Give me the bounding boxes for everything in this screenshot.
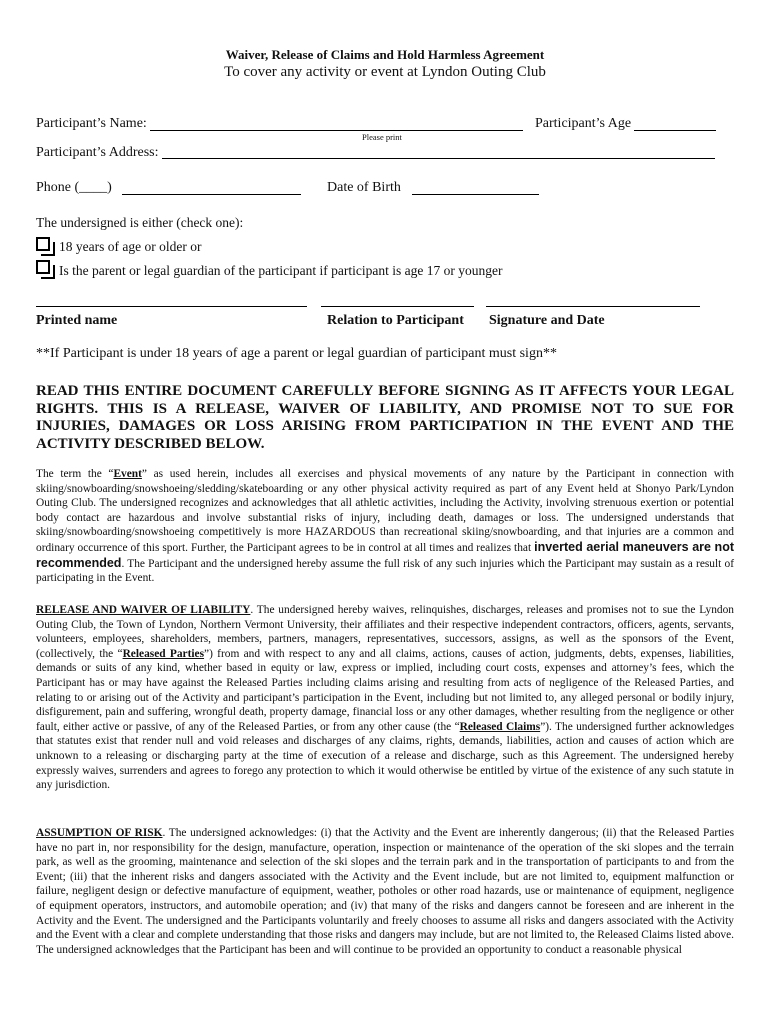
date-of-birth-label: Date of Birth (327, 180, 401, 195)
signature-date-line[interactable] (486, 306, 700, 307)
event-definition-paragraph (36, 467, 734, 586)
adult-option-label: 18 years of age or older or (59, 239, 202, 254)
participant-address-field[interactable] (162, 158, 715, 159)
released-parties-term: Released Parties (122, 647, 205, 660)
guardian-option-label: Is the parent or legal guardian of the participant if participant is age 17 or younger (59, 263, 503, 278)
date-of-birth-field[interactable] (412, 194, 539, 195)
p2-text-a: . The undersigned hereby waives, relinquishes, discharges, releases and promises not to sue the Lyndon Outing Club, the Town of Lyndon, Northern Vermont University, their affiliates and their respective independent contractors, officers, agents, servants, volunteers, employees, shareholders, members, partners, managers, representatives, successors, assigns, as well as the sponsors of the Event, (collectively, the “ (36, 604, 734, 660)
event-term: Event (113, 468, 142, 480)
minor-signature-notice: **If Participant is under 18 years of age a parent or legal guardian of participant must sign** (36, 346, 557, 361)
release-waiver-heading: RELEASE AND WAIVER OF LIABILITY (36, 604, 251, 616)
legal-warning: READ THIS ENTIRE DOCUMENT CAREFULLY BEFORE SIGNING AS IT AFFECTS YOUR LEGAL RIGHTS. THIS IS A RELEASE, WAIVER OF LIABILITY, AND PROMISE NOT TO SUE FOR INJURIES, DAMAGES OR LOSS ARISING FROM PARTICIPATION IN THE EVENT AND THE ACTIVITY DESCRIBED BELOW. (36, 383, 734, 452)
p1-text-b: ” as used herein, includes all exercises and physical movements of any nature by the Participant in connection with skiing/snowboarding/snowshoeing/sledding/skateboarding or any other physical activity required as part of any Event held at Shonyo Park/Lyndon Outing Club. The undersigned recognizes and acknowledges that all athletic activities, including the Activity, involving strenuous exertion or potential body contact are hazardous and involve substantial risks of injury, including death, damages or loss. The undersigned understands that skiing/snowboarding/snowshoeing competitively is more HAZARDOUS than recreational skiing/snowboarding, and that injuries are a common and ordinary occurrence of this sport. Further, the Participant agrees to be in control at all times and realizes that (36, 468, 735, 554)
p1-text-c: . The Participant and the undersigned hereby assume the full risk of any such injuries which the Participant may sustain as a result of participating in the Event. (36, 557, 734, 585)
document-title: Waiver, Release of Claims and Hold Harmless Agreement (225, 47, 545, 62)
p1-text-a: The term the “ (36, 468, 114, 480)
guardian-checkbox[interactable] (36, 260, 50, 274)
check-one-intro: The undersigned is either (check one): (36, 215, 244, 230)
adult-checkbox[interactable] (36, 237, 50, 251)
participant-name-label: Participant’s Name: (36, 116, 147, 131)
inverted-aerial-warning: inverted aerial maneuvers are not recommended (36, 539, 734, 570)
document-subtitle: To cover any activity or event at Lyndon Outing Club (224, 64, 546, 80)
participant-age-label: Participant’s Age (535, 116, 632, 131)
release-waiver-paragraph (36, 603, 734, 793)
please-print-hint: Please print (362, 132, 402, 142)
printed-name-line[interactable] (36, 306, 307, 307)
participant-name-field[interactable] (150, 130, 523, 131)
released-claims-term: Released Claims (459, 720, 541, 733)
printed-name-caption: Printed name (36, 313, 118, 328)
participant-address-label: Participant’s Address: (36, 145, 159, 160)
p2-text-b: ”) from and with respect to any and all claims, actions, causes of action, judgments, debts, expenses, liabilities, demands or suits of any kind, whether based in equity or law, express or implied, including court costs, expenses and attorney’s fees, which the Participant has or may have against the Released Parties including claims arising and resulting from acts of negligence of the Released Parties, and relating to or arising out of the Activity and participant’s participation in the Event, including but not limited to, any alleged personal or bodily injury, disfigurement, pain and suffering, wrongful death, property damage, financial loss or any other damages, whether resulting from the negligence or other fault, either active or passive, of any of the Released Parties, or from any other cause (the “ (36, 647, 734, 733)
assumption-of-risk-paragraph (36, 826, 734, 957)
phone-label: Phone (____) (36, 180, 112, 195)
participant-age-field[interactable] (634, 130, 716, 131)
relation-line[interactable] (321, 306, 474, 307)
p3-text-a: . The undersigned acknowledges: (i) that the Activity and the Event are inherently dangerous; (ii) that the Released Parties have no part in, nor responsibility for the design, manufacture, operation, inspection or maintenance of the operation of the ski slopes and the terrain park, as well as the grooming, maintenance and selection of the ski slopes and the terrain park and in the transportation of participants to and from the Event; (iii) that the inherent risks and dangers associated with the Activity and the Event include, but are not limited to, equipment malfunction or failure, negligent design or defective manufacture of equipment, weather, potholes or other road hazards, use or maintenance of equipment, negligence of equipment operators, instructors, and automobile operation; and (iv) that many of the risks and dangers cannot be foreseen and are inherent in the Activity and the Event. The undersigned and the Participants voluntarily and freely chooses to assume all risks and dangers associated with the Activity and the Event with a clear and complete understanding that those risks and dangers may include, but are not limited to, the Released Claims listed above. The undersigned acknowledges that the Participant has been and will continue to be provided an opportunity to conduct a reasonable physical (36, 827, 734, 956)
relation-caption: Relation to Participant (327, 313, 464, 328)
signature-date-caption: Signature and Date (489, 313, 605, 328)
phone-field[interactable] (122, 194, 301, 195)
assumption-of-risk-heading: ASSUMPTION OF RISK (36, 827, 163, 839)
p2-text-c: ”). The undersigned further acknowledges that statutes exist that render null and void releases and discharges of any claims, rights, demands, liabilities, action and causes of action which are unknown to a releasing or discharging party at the time of execution of a release and discharge, such as this Agreement. The undersigned hereby expressly waives, surrenders and agrees to forego any protection to which it would otherwise be entitled by virtue of the existence of any such statute in any jurisdiction. (36, 720, 735, 792)
